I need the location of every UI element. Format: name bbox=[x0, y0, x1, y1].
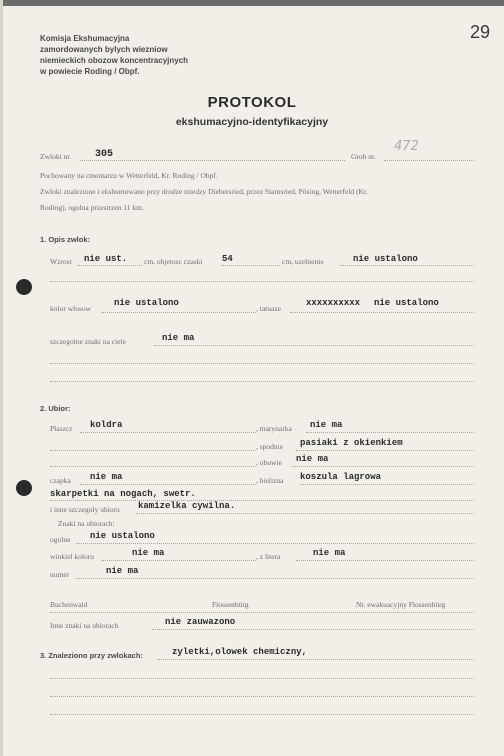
document-subtitle: ekshumacyjno-identyfikacyjny bbox=[175, 116, 329, 128]
skarpetki-value: skarpetki na nogach, swetr. bbox=[50, 489, 196, 499]
commission-header bbox=[40, 33, 188, 77]
section-3-value: zyletki,olowek chemiczny, bbox=[172, 647, 308, 657]
wzrost-label: Wzrost bbox=[50, 257, 72, 266]
ogolne-value: nie ustalono bbox=[90, 531, 155, 541]
bielizna-label: , bielizna bbox=[256, 476, 284, 485]
numer-label: numer bbox=[50, 570, 70, 579]
tatuaze-struck-value: xxxxxxxxxx bbox=[306, 298, 361, 308]
section-1-heading: 1. Opis zwlok: bbox=[40, 235, 91, 244]
punch-hole-bottom bbox=[16, 480, 32, 496]
zwloki-label: Zwloki nr. bbox=[40, 152, 72, 161]
cm-objetosc-label: cm, objetosc czaski bbox=[144, 257, 203, 266]
flossenburg-label: Flossenbürg bbox=[212, 600, 249, 609]
tatuaze-label: , tatuaze bbox=[256, 304, 281, 313]
plaszcz-value: koldra bbox=[90, 420, 123, 430]
tatuaze-value: nie ustalono bbox=[374, 298, 439, 308]
ogolne-label: ogolne bbox=[50, 535, 71, 544]
znalezione-text-1: Zwloki znalezione i ekshumowano przy drodze miedzy Diebersried, przez Stamsried, Pösing, Wetterfeld (Kr. bbox=[40, 187, 368, 196]
winkiel-label: winkiel koloru bbox=[50, 552, 94, 561]
znaki-na-ciele-value: nie ma bbox=[162, 333, 195, 343]
obuwie-value: nie ma bbox=[296, 454, 329, 464]
pochowany-text: Pochowany na cmentarzu w Wetterfeld, Kr. Roding / Obpf. bbox=[40, 171, 218, 180]
uzebienie-value: nie ustalono bbox=[353, 254, 418, 264]
zwloki-value: 305 bbox=[95, 149, 114, 160]
grob-value-handwritten: 472 bbox=[394, 139, 419, 154]
czapka-label: czapka bbox=[50, 476, 71, 485]
punch-hole-top bbox=[16, 279, 32, 295]
kolor-wlosow-label: kolor wlosow bbox=[50, 304, 92, 313]
litera-label: , z litera bbox=[256, 552, 281, 561]
wzrost-value: nie ust. bbox=[84, 254, 128, 264]
znaki-na-ciele-label: szczegolne znaki na ciele bbox=[50, 337, 126, 346]
spodnie-label: , spodnie bbox=[256, 442, 284, 451]
ewakuacyjny-label: Nr. ewakuacyjny Flossenbürg bbox=[356, 600, 446, 609]
header-line-3: niemieckich obozow koncentracyjnych bbox=[40, 56, 189, 65]
header-line-1: Komisja Ekshumacyjna bbox=[40, 34, 130, 43]
marynarka-label: , marynarka bbox=[256, 424, 292, 433]
znalezione-text-2: Roding), ogolna przestrzen 11 km. bbox=[40, 203, 144, 212]
inne-znaki-label: Inne znaki na ubiorach bbox=[50, 621, 119, 630]
header-line-4: w powiecie Roding / Obpf. bbox=[40, 67, 140, 76]
top-border bbox=[0, 0, 504, 6]
plaszcz-label: Plaszcz bbox=[50, 424, 73, 433]
kolor-wlosow-value: nie ustalono bbox=[114, 298, 179, 308]
marynarka-value: nie ma bbox=[310, 420, 343, 430]
inne-szczegoly-label: i inne szczegoly ubioru bbox=[50, 505, 120, 514]
inne-znaki-value: nie zauwazono bbox=[165, 617, 236, 627]
document-title: PROTOKOL bbox=[207, 94, 297, 111]
page-number: 29 bbox=[470, 22, 491, 42]
buchenwald-label: Buchenwald bbox=[50, 600, 88, 609]
winkiel-value: nie ma bbox=[132, 548, 165, 558]
header-line-2: zamordowanych bylych wiezniow bbox=[40, 45, 168, 54]
litera-value: nie ma bbox=[313, 548, 346, 558]
znaki-na-ubiorach-label: Znaki na ubiorach: bbox=[58, 519, 115, 528]
cm-uzebienie-label: cm, uzebienie bbox=[282, 257, 324, 266]
spodnie-value: pasiaki z okienkiem bbox=[300, 438, 403, 448]
left-edge bbox=[0, 0, 3, 756]
obuwie-label: , obuwie bbox=[256, 458, 282, 467]
bielizna-value: koszula lagrowa bbox=[300, 472, 382, 482]
section-3-heading: 3. Znaleziono przy zwlokach: bbox=[40, 651, 143, 660]
czapka-value: nie ma bbox=[90, 472, 123, 482]
grob-label: Grob nr. bbox=[351, 152, 376, 161]
numer-value: nie ma bbox=[106, 566, 139, 576]
czaszka-value: 54 bbox=[222, 254, 233, 264]
inne-szczegoly-value: kamizelka cywilna. bbox=[138, 501, 236, 511]
section-2-heading: 2. Ubior: bbox=[40, 404, 71, 413]
